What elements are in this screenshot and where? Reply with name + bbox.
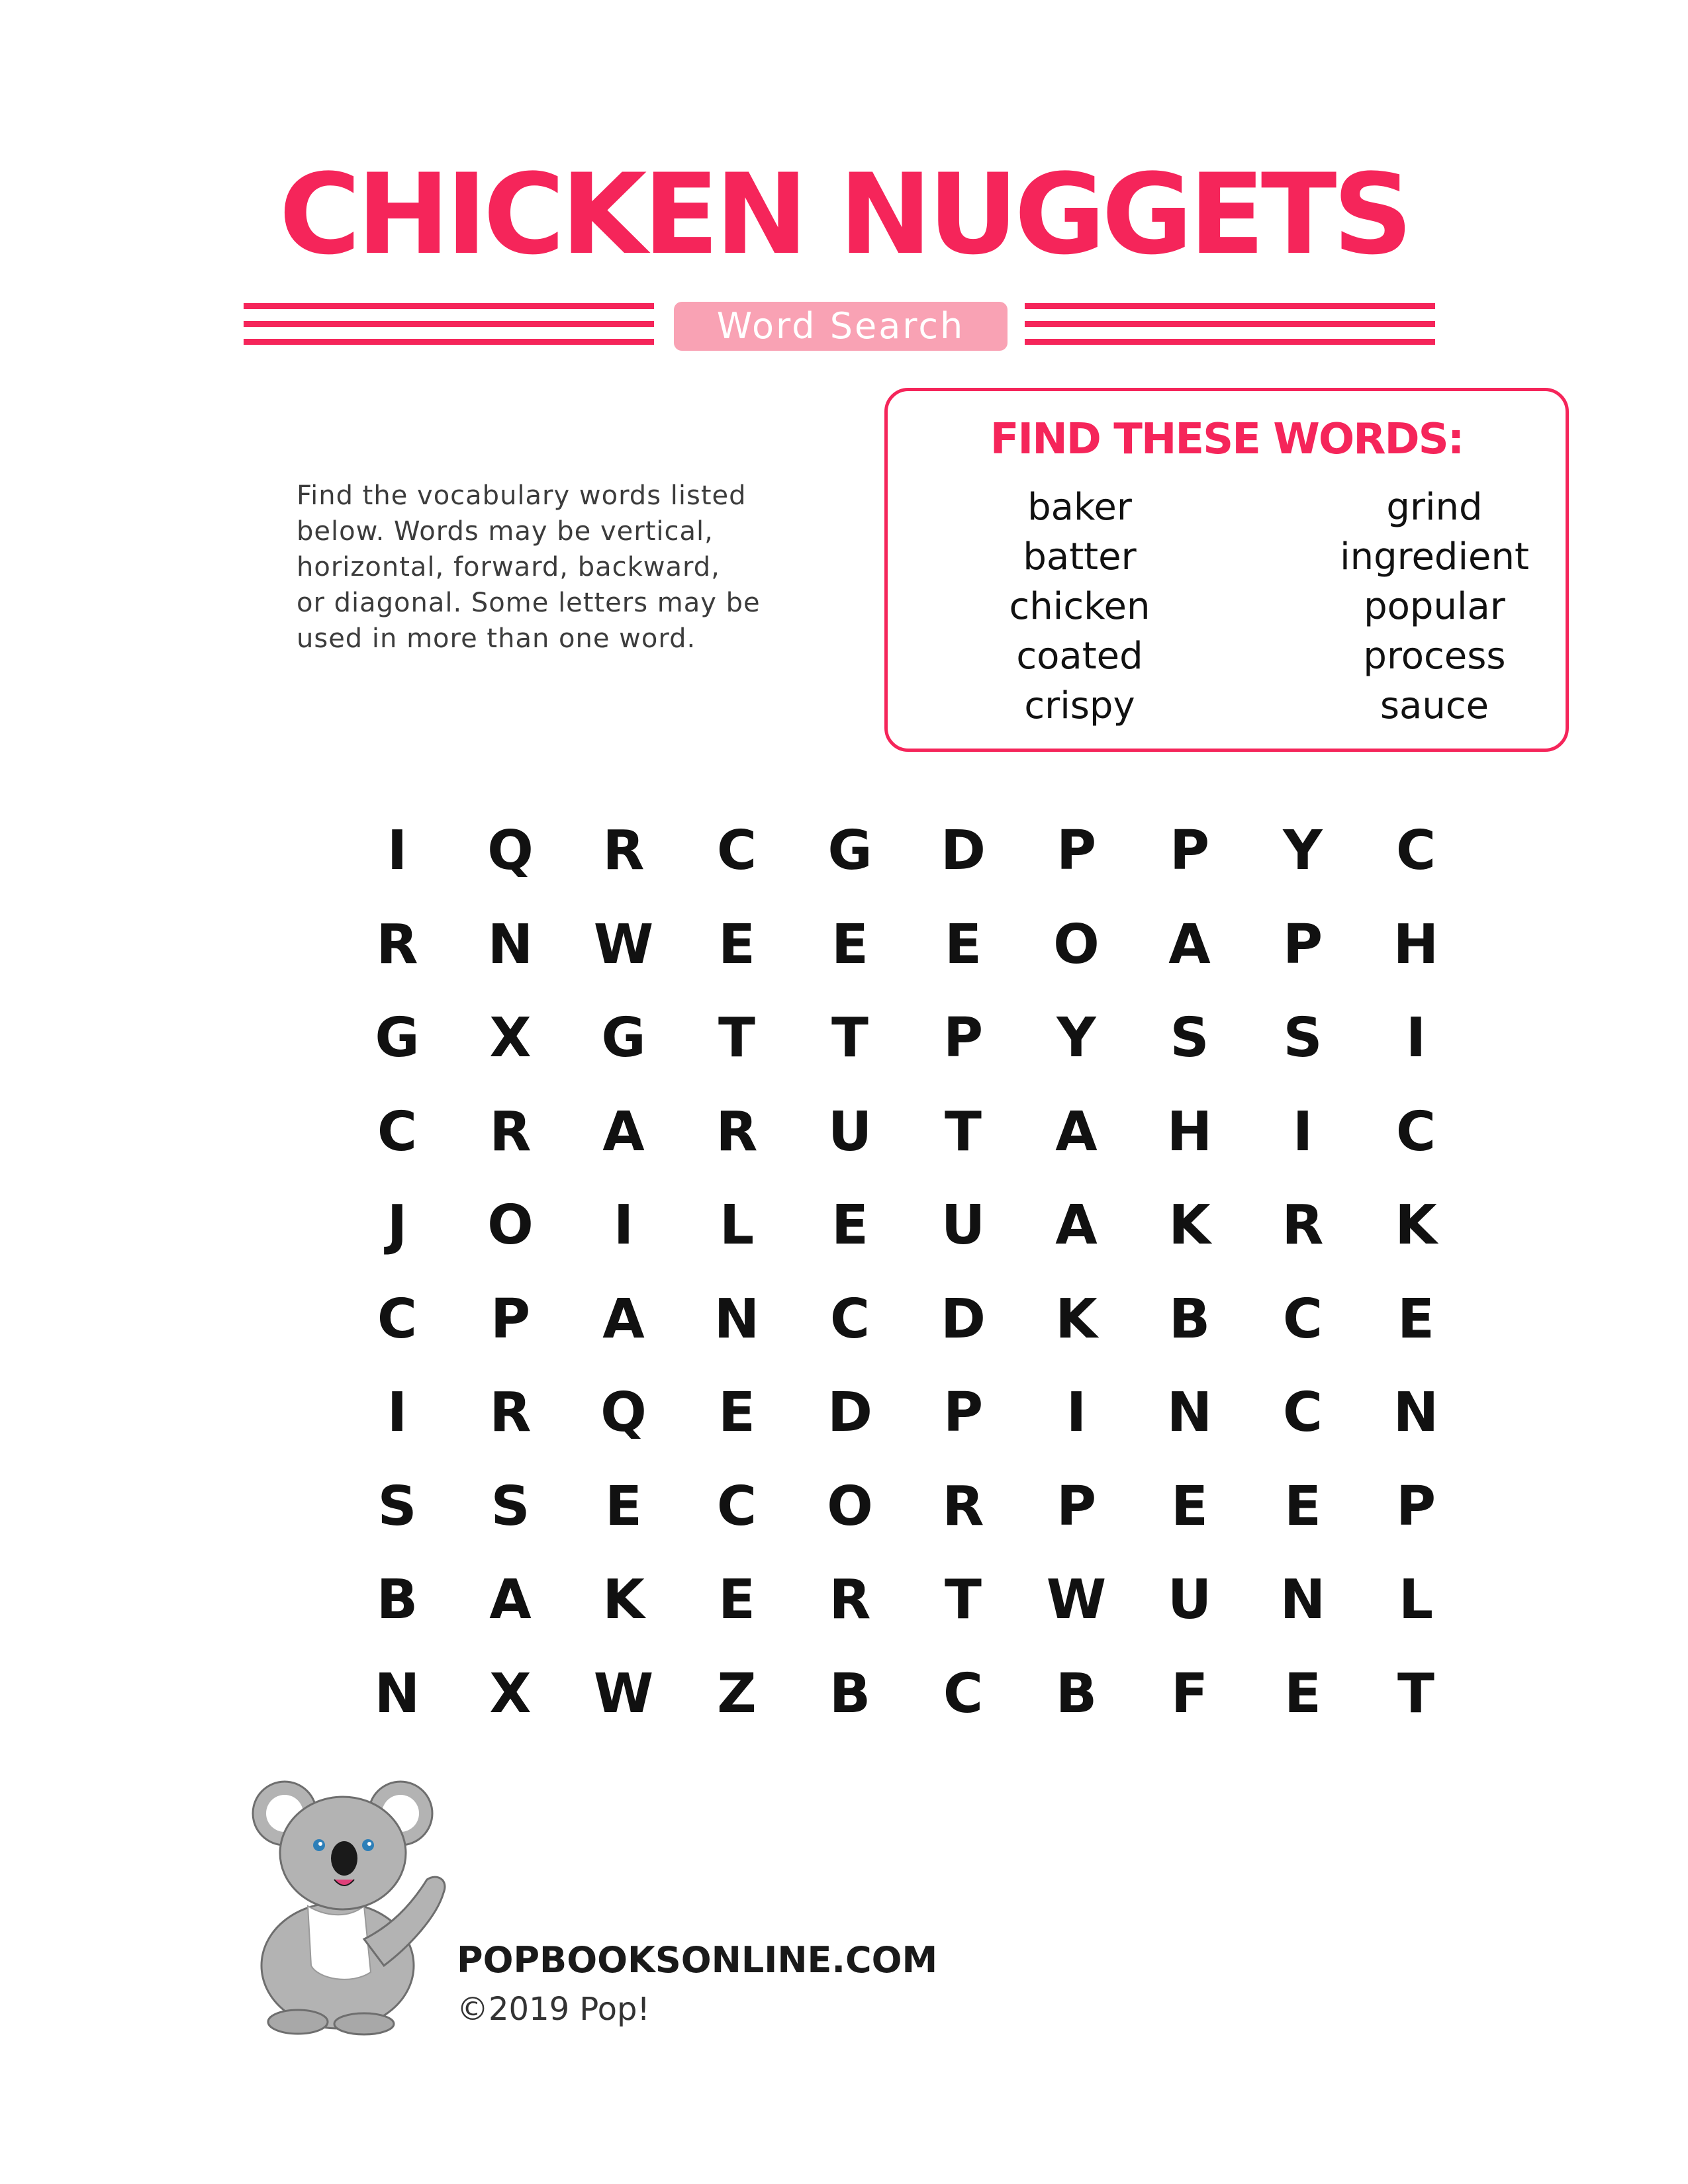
word-list-item: process xyxy=(1363,635,1506,678)
word-list-box xyxy=(884,388,1569,752)
grid-letter: P xyxy=(1282,913,1323,976)
grid-letter: R xyxy=(602,819,645,882)
instructions-text xyxy=(297,478,826,657)
right-decorative-lines xyxy=(1025,303,1435,345)
grid-letter: N xyxy=(1393,1381,1439,1444)
word-list-item: ingredient xyxy=(1340,535,1529,578)
grid-letter: P xyxy=(1395,1475,1436,1538)
grid-letter: F xyxy=(1170,1662,1208,1725)
grid-letter: A xyxy=(489,1569,532,1631)
grid-letter: Z xyxy=(717,1662,757,1725)
koala-mascot xyxy=(238,1774,463,2038)
page-title: CHICKEN NUGGETS xyxy=(279,150,1409,279)
instructions-line: Find the vocabulary words listed xyxy=(297,480,747,511)
word-list-item: crispy xyxy=(1024,684,1135,727)
grid-letter: X xyxy=(489,1007,532,1069)
divider xyxy=(244,339,654,345)
left-decorative-lines xyxy=(244,303,654,345)
grid-letter: P xyxy=(1056,1475,1097,1538)
copyright-text: ©2019 Pop! xyxy=(457,1991,650,2028)
grid-letter: P xyxy=(1169,819,1210,882)
grid-letter: R xyxy=(716,1100,758,1163)
grid-letter: N xyxy=(714,1287,760,1351)
grid-letter: E xyxy=(718,1381,755,1444)
grid-letter: K xyxy=(1395,1194,1437,1257)
grid-letter: U xyxy=(941,1194,986,1257)
grid-letter: J xyxy=(387,1194,408,1257)
grid-letter: N xyxy=(1166,1381,1213,1444)
grid-letter: W xyxy=(593,913,654,976)
grid-letter: C xyxy=(377,1100,418,1163)
grid-letter: K xyxy=(1168,1194,1211,1257)
divider xyxy=(244,321,654,327)
grid-letter: R xyxy=(489,1381,532,1444)
grid-letter: K xyxy=(1055,1287,1098,1351)
grid-letter: R xyxy=(376,913,418,976)
divider xyxy=(1025,321,1435,327)
grid-letter: G xyxy=(375,1007,420,1069)
grid-letter: E xyxy=(718,1569,755,1631)
grid-letter: P xyxy=(490,1287,531,1351)
grid-letter: C xyxy=(377,1287,418,1351)
grid-letter: A xyxy=(1055,1194,1098,1257)
grid-letter: H xyxy=(1393,913,1439,976)
grid-letter: E xyxy=(831,1194,868,1257)
word-list-heading: FIND THESE WORDS: xyxy=(990,415,1464,464)
grid-letter: Y xyxy=(1283,819,1323,882)
grid-letter: A xyxy=(1055,1100,1098,1163)
grid-letter: E xyxy=(1397,1287,1434,1351)
grid-letter: H xyxy=(1166,1100,1213,1163)
grid-letter: T xyxy=(945,1100,982,1163)
grid-letter: A xyxy=(602,1100,645,1163)
grid-letter: L xyxy=(719,1194,755,1257)
grid-letter: R xyxy=(942,1475,984,1538)
grid-letter: W xyxy=(593,1662,654,1725)
grid-letter: Q xyxy=(600,1381,647,1444)
grid-letter: P xyxy=(1056,819,1097,882)
word-list-item: sauce xyxy=(1380,684,1489,727)
grid-letter: C xyxy=(1395,1100,1436,1163)
divider xyxy=(244,303,654,309)
grid-letter: S xyxy=(1170,1007,1209,1069)
grid-letter: P xyxy=(943,1007,984,1069)
word-list-item: grind xyxy=(1386,486,1483,529)
grid-letter: O xyxy=(827,1475,873,1538)
grid-letter: O xyxy=(487,1194,534,1257)
grid-letter: E xyxy=(1284,1662,1321,1725)
grid-letter: T xyxy=(1397,1662,1434,1725)
subtitle-badge: Word Search xyxy=(674,302,1008,351)
grid-letter: C xyxy=(1395,819,1436,882)
grid-letter: E xyxy=(944,913,982,976)
grid-letter: N xyxy=(1280,1569,1326,1631)
grid-letter: S xyxy=(491,1475,530,1538)
grid-letter: U xyxy=(1167,1569,1212,1631)
grid-letter: T xyxy=(718,1007,755,1069)
grid-letter: N xyxy=(374,1662,420,1725)
grid-letter: B xyxy=(376,1569,418,1631)
grid-letter: A xyxy=(1168,913,1211,976)
grid-letter: E xyxy=(831,913,868,976)
grid-letter: C xyxy=(716,1475,757,1538)
grid-letter: T xyxy=(831,1007,868,1069)
word-list-item: baker xyxy=(1027,486,1132,529)
grid-letter: G xyxy=(827,819,872,882)
grid-letter: N xyxy=(487,913,534,976)
grid-letter: C xyxy=(1282,1381,1323,1444)
grid-letter: R xyxy=(1282,1194,1324,1257)
instructions-line: used in more than one word. xyxy=(297,623,696,654)
word-list-column-2 xyxy=(1302,482,1567,731)
grid-letter: E xyxy=(1170,1475,1208,1538)
grid-letter: E xyxy=(1284,1475,1321,1538)
word-list-item: batter xyxy=(1023,535,1137,578)
grid-letter: T xyxy=(945,1569,982,1631)
grid-letter: I xyxy=(1405,1007,1427,1069)
instructions-line: below. Words may be vertical, xyxy=(297,516,714,547)
grid-letter: I xyxy=(613,1194,634,1257)
grid-letter: C xyxy=(1282,1287,1323,1351)
grid-letter: I xyxy=(1066,1381,1087,1444)
grid-letter: B xyxy=(1055,1662,1098,1725)
grid-letter: G xyxy=(601,1007,646,1069)
grid-letter: C xyxy=(716,819,757,882)
grid-letter: O xyxy=(1053,913,1100,976)
word-list-item: popular xyxy=(1364,585,1505,628)
grid-letter: W xyxy=(1046,1569,1107,1631)
grid-letter: B xyxy=(1168,1287,1211,1351)
grid-letter: I xyxy=(387,1381,408,1444)
instructions-line: or diagonal. Some letters may be xyxy=(297,588,761,618)
grid-letter: D xyxy=(827,1381,873,1444)
grid-letter: R xyxy=(489,1100,532,1163)
grid-letter: K xyxy=(602,1569,645,1631)
divider xyxy=(1025,303,1435,309)
grid-letter: E xyxy=(604,1475,642,1538)
grid-letter: R xyxy=(829,1569,871,1631)
grid-letter: P xyxy=(943,1381,984,1444)
grid-letter: Y xyxy=(1056,1007,1096,1069)
word-list-item: chicken xyxy=(1009,585,1150,628)
grid-letter: I xyxy=(1292,1100,1313,1163)
grid-letter: B xyxy=(829,1662,871,1725)
grid-letter: C xyxy=(829,1287,870,1351)
divider xyxy=(1025,339,1435,345)
grid-letter: U xyxy=(827,1100,872,1163)
grid-letter: A xyxy=(602,1287,645,1351)
grid-letter: E xyxy=(718,913,755,976)
word-list-column-1 xyxy=(947,482,1212,731)
website-link: POPBOOKSONLINE.COM xyxy=(457,1939,938,1981)
grid-letter: X xyxy=(489,1662,532,1725)
word-list-item: coated xyxy=(1016,635,1143,678)
grid-letter: D xyxy=(940,819,986,882)
grid-letter: D xyxy=(940,1287,986,1351)
grid-letter: S xyxy=(377,1475,417,1538)
grid-letter: Q xyxy=(487,819,534,882)
grid-letter: L xyxy=(1398,1569,1434,1631)
grid-letter: C xyxy=(943,1662,984,1725)
grid-letter: I xyxy=(387,819,408,882)
grid-letter: S xyxy=(1283,1007,1323,1069)
instructions-line: horizontal, forward, backward, xyxy=(297,552,720,582)
